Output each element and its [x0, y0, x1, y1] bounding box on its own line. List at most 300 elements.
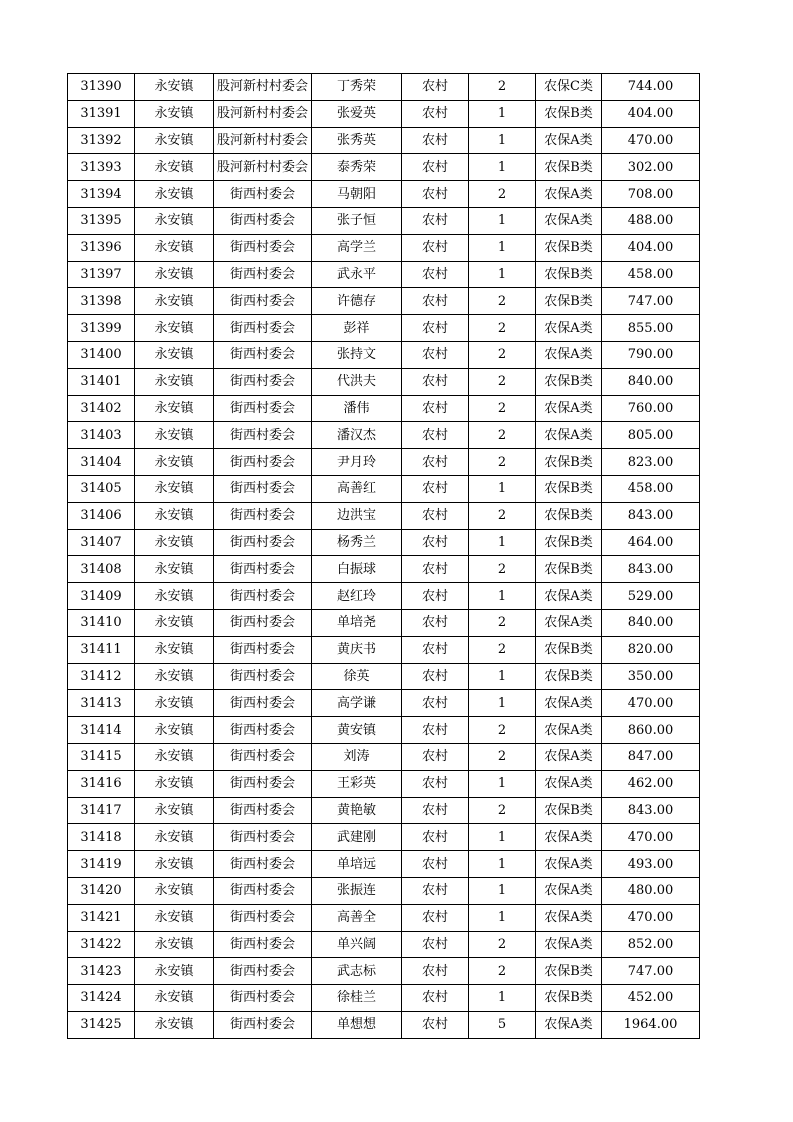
- cell-town: 永安镇: [135, 475, 214, 502]
- cell-town: 永安镇: [135, 288, 214, 315]
- cell-area-type: 农村: [402, 127, 469, 154]
- cell-town: 永安镇: [135, 743, 214, 770]
- cell-person-name: 单培尧: [312, 609, 402, 636]
- cell-area-type: 农村: [402, 931, 469, 958]
- cell-amount: 847.00: [602, 743, 700, 770]
- cell-person-name: 尹月玲: [312, 449, 402, 476]
- cell-town: 永安镇: [135, 395, 214, 422]
- cell-town: 永安镇: [135, 663, 214, 690]
- cell-area-type: 农村: [402, 502, 469, 529]
- cell-count: 2: [469, 717, 536, 744]
- cell-record-id: 31420: [68, 877, 135, 904]
- cell-insurance-category: 农保B类: [536, 529, 602, 556]
- table-row: [68, 315, 700, 342]
- cell-person-name: 高学谦: [312, 690, 402, 717]
- cell-insurance-category: 农保A类: [536, 743, 602, 770]
- table-row: [68, 556, 700, 583]
- cell-person-name: 单培远: [312, 851, 402, 878]
- cell-record-id: 31394: [68, 181, 135, 208]
- cell-area-type: 农村: [402, 824, 469, 851]
- cell-amount: 790.00: [602, 341, 700, 368]
- cell-count: 5: [469, 1011, 536, 1038]
- cell-record-id: 31425: [68, 1011, 135, 1038]
- cell-area-type: 农村: [402, 207, 469, 234]
- cell-record-id: 31409: [68, 583, 135, 610]
- cell-record-id: 31412: [68, 663, 135, 690]
- cell-amount: 462.00: [602, 770, 700, 797]
- cell-amount: 843.00: [602, 556, 700, 583]
- cell-village-committee: 街西村委会: [214, 422, 312, 449]
- cell-amount: 529.00: [602, 583, 700, 610]
- cell-record-id: 31401: [68, 368, 135, 395]
- cell-area-type: 农村: [402, 234, 469, 261]
- cell-area-type: 农村: [402, 743, 469, 770]
- cell-area-type: 农村: [402, 154, 469, 181]
- table-row: [68, 154, 700, 181]
- table-row: [68, 529, 700, 556]
- cell-count: 1: [469, 690, 536, 717]
- cell-count: 2: [469, 395, 536, 422]
- cell-amount: 855.00: [602, 315, 700, 342]
- table-row: [68, 985, 700, 1012]
- cell-area-type: 农村: [402, 609, 469, 636]
- cell-area-type: 农村: [402, 100, 469, 127]
- cell-town: 永安镇: [135, 502, 214, 529]
- cell-village-committee: 街西村委会: [214, 958, 312, 985]
- cell-count: 2: [469, 368, 536, 395]
- cell-town: 永安镇: [135, 904, 214, 931]
- cell-insurance-category: 农保A类: [536, 422, 602, 449]
- cell-town: 永安镇: [135, 770, 214, 797]
- cell-amount: 747.00: [602, 288, 700, 315]
- cell-person-name: 黄艳敏: [312, 797, 402, 824]
- cell-town: 永安镇: [135, 824, 214, 851]
- cell-area-type: 农村: [402, 583, 469, 610]
- table-row: [68, 234, 700, 261]
- cell-village-committee: 街西村委会: [214, 368, 312, 395]
- cell-amount: 820.00: [602, 636, 700, 663]
- cell-village-committee: 街西村委会: [214, 797, 312, 824]
- cell-insurance-category: 农保B类: [536, 154, 602, 181]
- cell-insurance-category: 农保A类: [536, 127, 602, 154]
- cell-area-type: 农村: [402, 797, 469, 824]
- cell-area-type: 农村: [402, 717, 469, 744]
- table-row: [68, 395, 700, 422]
- cell-count: 2: [469, 931, 536, 958]
- cell-town: 永安镇: [135, 958, 214, 985]
- cell-village-committee: 街西村委会: [214, 529, 312, 556]
- table-row: [68, 207, 700, 234]
- table-row: [68, 663, 700, 690]
- cell-insurance-category: 农保A类: [536, 207, 602, 234]
- cell-amount: 493.00: [602, 851, 700, 878]
- cell-village-committee: 街西村委会: [214, 181, 312, 208]
- cell-record-id: 31410: [68, 609, 135, 636]
- cell-record-id: 31422: [68, 931, 135, 958]
- table-row: [68, 341, 700, 368]
- table-row: [68, 743, 700, 770]
- cell-insurance-category: 农保B类: [536, 475, 602, 502]
- cell-amount: 747.00: [602, 958, 700, 985]
- cell-village-committee: 街西村委会: [214, 690, 312, 717]
- cell-record-id: 31419: [68, 851, 135, 878]
- cell-town: 永安镇: [135, 797, 214, 824]
- cell-amount: 852.00: [602, 931, 700, 958]
- cell-count: 1: [469, 475, 536, 502]
- cell-town: 永安镇: [135, 154, 214, 181]
- cell-village-committee: 街西村委会: [214, 636, 312, 663]
- cell-amount: 302.00: [602, 154, 700, 181]
- cell-village-committee: 股河新村村委会: [214, 127, 312, 154]
- cell-amount: 744.00: [602, 74, 700, 101]
- cell-village-committee: 街西村委会: [214, 1011, 312, 1038]
- cell-amount: 452.00: [602, 985, 700, 1012]
- cell-count: 1: [469, 663, 536, 690]
- cell-person-name: 张秀英: [312, 127, 402, 154]
- cell-record-id: 31395: [68, 207, 135, 234]
- cell-insurance-category: 农保B类: [536, 797, 602, 824]
- cell-insurance-category: 农保A类: [536, 931, 602, 958]
- cell-insurance-category: 农保A类: [536, 609, 602, 636]
- cell-count: 1: [469, 904, 536, 931]
- cell-person-name: 单想想: [312, 1011, 402, 1038]
- cell-count: 2: [469, 181, 536, 208]
- cell-person-name: 刘涛: [312, 743, 402, 770]
- cell-village-committee: 街西村委会: [214, 475, 312, 502]
- cell-village-committee: 街西村委会: [214, 449, 312, 476]
- cell-person-name: 杨秀兰: [312, 529, 402, 556]
- cell-person-name: 武永平: [312, 261, 402, 288]
- cell-count: 1: [469, 851, 536, 878]
- cell-area-type: 农村: [402, 1011, 469, 1038]
- cell-amount: 470.00: [602, 690, 700, 717]
- cell-insurance-category: 农保A类: [536, 583, 602, 610]
- cell-record-id: 31418: [68, 824, 135, 851]
- cell-town: 永安镇: [135, 74, 214, 101]
- table-row: [68, 636, 700, 663]
- cell-amount: 404.00: [602, 234, 700, 261]
- cell-record-id: 31416: [68, 770, 135, 797]
- cell-town: 永安镇: [135, 368, 214, 395]
- cell-person-name: 徐英: [312, 663, 402, 690]
- cell-village-committee: 街西村委会: [214, 985, 312, 1012]
- cell-record-id: 31403: [68, 422, 135, 449]
- cell-amount: 458.00: [602, 261, 700, 288]
- cell-insurance-category: 农保A类: [536, 851, 602, 878]
- cell-amount: 840.00: [602, 609, 700, 636]
- cell-area-type: 农村: [402, 74, 469, 101]
- cell-person-name: 黄庆书: [312, 636, 402, 663]
- cell-area-type: 农村: [402, 181, 469, 208]
- cell-village-committee: 街西村委会: [214, 207, 312, 234]
- cell-area-type: 农村: [402, 288, 469, 315]
- cell-record-id: 31404: [68, 449, 135, 476]
- cell-town: 永安镇: [135, 609, 214, 636]
- cell-amount: 488.00: [602, 207, 700, 234]
- cell-count: 2: [469, 556, 536, 583]
- cell-amount: 470.00: [602, 824, 700, 851]
- cell-insurance-category: 农保B类: [536, 502, 602, 529]
- cell-person-name: 白振球: [312, 556, 402, 583]
- cell-insurance-category: 农保A类: [536, 690, 602, 717]
- cell-record-id: 31405: [68, 475, 135, 502]
- cell-record-id: 31406: [68, 502, 135, 529]
- cell-count: 2: [469, 422, 536, 449]
- cell-insurance-category: 农保A类: [536, 770, 602, 797]
- cell-area-type: 农村: [402, 449, 469, 476]
- cell-village-committee: 街西村委会: [214, 663, 312, 690]
- cell-area-type: 农村: [402, 877, 469, 904]
- cell-count: 1: [469, 127, 536, 154]
- cell-area-type: 农村: [402, 341, 469, 368]
- cell-village-committee: 街西村委会: [214, 395, 312, 422]
- cell-count: 1: [469, 583, 536, 610]
- cell-count: 2: [469, 315, 536, 342]
- table-row: [68, 770, 700, 797]
- cell-record-id: 31397: [68, 261, 135, 288]
- cell-village-committee: 街西村委会: [214, 609, 312, 636]
- cell-record-id: 31392: [68, 127, 135, 154]
- cell-insurance-category: 农保B类: [536, 663, 602, 690]
- cell-town: 永安镇: [135, 449, 214, 476]
- cell-insurance-category: 农保B类: [536, 556, 602, 583]
- cell-area-type: 农村: [402, 422, 469, 449]
- cell-village-committee: 街西村委会: [214, 877, 312, 904]
- cell-amount: 843.00: [602, 502, 700, 529]
- cell-person-name: 赵红玲: [312, 583, 402, 610]
- cell-town: 永安镇: [135, 529, 214, 556]
- cell-town: 永安镇: [135, 931, 214, 958]
- cell-amount: 458.00: [602, 475, 700, 502]
- table-row: [68, 609, 700, 636]
- cell-person-name: 潘伟: [312, 395, 402, 422]
- cell-town: 永安镇: [135, 261, 214, 288]
- cell-insurance-category: 农保B类: [536, 636, 602, 663]
- cell-record-id: 31411: [68, 636, 135, 663]
- cell-person-name: 彭祥: [312, 315, 402, 342]
- cell-person-name: 丁秀荣: [312, 74, 402, 101]
- cell-insurance-category: 农保A类: [536, 395, 602, 422]
- cell-count: 2: [469, 636, 536, 663]
- cell-count: 2: [469, 341, 536, 368]
- cell-count: 2: [469, 609, 536, 636]
- cell-area-type: 农村: [402, 636, 469, 663]
- cell-record-id: 31408: [68, 556, 135, 583]
- cell-insurance-category: 农保B类: [536, 288, 602, 315]
- cell-amount: 860.00: [602, 717, 700, 744]
- cell-record-id: 31400: [68, 341, 135, 368]
- table-row: [68, 288, 700, 315]
- cell-amount: 823.00: [602, 449, 700, 476]
- cell-record-id: 31396: [68, 234, 135, 261]
- cell-person-name: 张振连: [312, 877, 402, 904]
- table-row: [68, 261, 700, 288]
- cell-area-type: 农村: [402, 368, 469, 395]
- cell-insurance-category: 农保A类: [536, 1011, 602, 1038]
- cell-record-id: 31415: [68, 743, 135, 770]
- cell-village-committee: 街西村委会: [214, 261, 312, 288]
- cell-insurance-category: 农保A类: [536, 717, 602, 744]
- cell-count: 2: [469, 502, 536, 529]
- cell-village-committee: 街西村委会: [214, 341, 312, 368]
- cell-person-name: 黄安镇: [312, 717, 402, 744]
- cell-amount: 760.00: [602, 395, 700, 422]
- cell-person-name: 张持文: [312, 341, 402, 368]
- cell-village-committee: 街西村委会: [214, 288, 312, 315]
- data-table: [67, 73, 700, 1039]
- cell-area-type: 农村: [402, 904, 469, 931]
- cell-area-type: 农村: [402, 261, 469, 288]
- cell-area-type: 农村: [402, 556, 469, 583]
- cell-town: 永安镇: [135, 717, 214, 744]
- cell-town: 永安镇: [135, 422, 214, 449]
- table-row: [68, 824, 700, 851]
- table-row: [68, 958, 700, 985]
- cell-person-name: 徐桂兰: [312, 985, 402, 1012]
- cell-town: 永安镇: [135, 877, 214, 904]
- cell-count: 2: [469, 743, 536, 770]
- table-row: [68, 931, 700, 958]
- cell-area-type: 农村: [402, 529, 469, 556]
- table-row: [68, 1011, 700, 1038]
- cell-village-committee: 街西村委会: [214, 502, 312, 529]
- table-row: [68, 717, 700, 744]
- cell-village-committee: 街西村委会: [214, 234, 312, 261]
- cell-village-committee: 街西村委会: [214, 851, 312, 878]
- cell-person-name: 张子恒: [312, 207, 402, 234]
- cell-town: 永安镇: [135, 1011, 214, 1038]
- cell-count: 2: [469, 74, 536, 101]
- cell-insurance-category: 农保A类: [536, 315, 602, 342]
- cell-record-id: 31399: [68, 315, 135, 342]
- cell-village-committee: 街西村委会: [214, 717, 312, 744]
- cell-insurance-category: 农保B类: [536, 958, 602, 985]
- cell-count: 1: [469, 529, 536, 556]
- cell-town: 永安镇: [135, 636, 214, 663]
- cell-count: 1: [469, 824, 536, 851]
- cell-insurance-category: 农保B类: [536, 368, 602, 395]
- cell-amount: 464.00: [602, 529, 700, 556]
- cell-village-committee: 街西村委会: [214, 904, 312, 931]
- cell-amount: 350.00: [602, 663, 700, 690]
- cell-count: 1: [469, 770, 536, 797]
- table-row: [68, 877, 700, 904]
- cell-insurance-category: 农保A类: [536, 181, 602, 208]
- table-row: [68, 475, 700, 502]
- cell-village-committee: 街西村委会: [214, 770, 312, 797]
- cell-record-id: 31398: [68, 288, 135, 315]
- cell-person-name: 边洪宝: [312, 502, 402, 529]
- cell-area-type: 农村: [402, 985, 469, 1012]
- cell-area-type: 农村: [402, 770, 469, 797]
- cell-person-name: 高学兰: [312, 234, 402, 261]
- cell-count: 1: [469, 877, 536, 904]
- cell-town: 永安镇: [135, 100, 214, 127]
- cell-village-committee: 股河新村村委会: [214, 154, 312, 181]
- cell-record-id: 31391: [68, 100, 135, 127]
- cell-amount: 840.00: [602, 368, 700, 395]
- cell-count: 1: [469, 234, 536, 261]
- cell-amount: 843.00: [602, 797, 700, 824]
- cell-insurance-category: 农保A类: [536, 341, 602, 368]
- cell-insurance-category: 农保B类: [536, 100, 602, 127]
- cell-village-committee: 股河新村村委会: [214, 100, 312, 127]
- cell-person-name: 马朝阳: [312, 181, 402, 208]
- cell-town: 永安镇: [135, 207, 214, 234]
- cell-amount: 805.00: [602, 422, 700, 449]
- cell-town: 永安镇: [135, 985, 214, 1012]
- cell-insurance-category: 农保B类: [536, 261, 602, 288]
- cell-insurance-category: 农保A类: [536, 877, 602, 904]
- cell-record-id: 31423: [68, 958, 135, 985]
- cell-person-name: 潘汉杰: [312, 422, 402, 449]
- cell-insurance-category: 农保A类: [536, 904, 602, 931]
- cell-area-type: 农村: [402, 690, 469, 717]
- cell-amount: 480.00: [602, 877, 700, 904]
- cell-count: 2: [469, 449, 536, 476]
- cell-village-committee: 街西村委会: [214, 931, 312, 958]
- cell-person-name: 许德存: [312, 288, 402, 315]
- cell-person-name: 泰秀荣: [312, 154, 402, 181]
- cell-insurance-category: 农保B类: [536, 985, 602, 1012]
- cell-person-name: 武建刚: [312, 824, 402, 851]
- table-row: [68, 181, 700, 208]
- cell-town: 永安镇: [135, 556, 214, 583]
- table-row: [68, 583, 700, 610]
- cell-person-name: 武志标: [312, 958, 402, 985]
- cell-record-id: 31407: [68, 529, 135, 556]
- table-row: [68, 127, 700, 154]
- table-body: [68, 74, 700, 1039]
- cell-town: 永安镇: [135, 234, 214, 261]
- cell-town: 永安镇: [135, 127, 214, 154]
- table-row: [68, 74, 700, 101]
- cell-area-type: 农村: [402, 395, 469, 422]
- cell-record-id: 31390: [68, 74, 135, 101]
- cell-person-name: 单兴阔: [312, 931, 402, 958]
- table-row: [68, 851, 700, 878]
- cell-count: 2: [469, 958, 536, 985]
- cell-count: 1: [469, 261, 536, 288]
- table-row: [68, 690, 700, 717]
- table-row: [68, 904, 700, 931]
- cell-amount: 470.00: [602, 904, 700, 931]
- cell-area-type: 农村: [402, 851, 469, 878]
- table-row: [68, 449, 700, 476]
- cell-town: 永安镇: [135, 690, 214, 717]
- cell-amount: 708.00: [602, 181, 700, 208]
- cell-town: 永安镇: [135, 851, 214, 878]
- table-row: [68, 502, 700, 529]
- cell-town: 永安镇: [135, 315, 214, 342]
- cell-town: 永安镇: [135, 181, 214, 208]
- cell-record-id: 31421: [68, 904, 135, 931]
- cell-record-id: 31414: [68, 717, 135, 744]
- cell-count: 1: [469, 154, 536, 181]
- table-row: [68, 797, 700, 824]
- cell-count: 1: [469, 207, 536, 234]
- cell-insurance-category: 农保C类: [536, 74, 602, 101]
- cell-town: 永安镇: [135, 341, 214, 368]
- cell-record-id: 31393: [68, 154, 135, 181]
- cell-village-committee: 街西村委会: [214, 824, 312, 851]
- table-row: [68, 100, 700, 127]
- cell-person-name: 高善全: [312, 904, 402, 931]
- cell-record-id: 31424: [68, 985, 135, 1012]
- cell-village-committee: 街西村委会: [214, 556, 312, 583]
- cell-record-id: 31417: [68, 797, 135, 824]
- cell-amount: 404.00: [602, 100, 700, 127]
